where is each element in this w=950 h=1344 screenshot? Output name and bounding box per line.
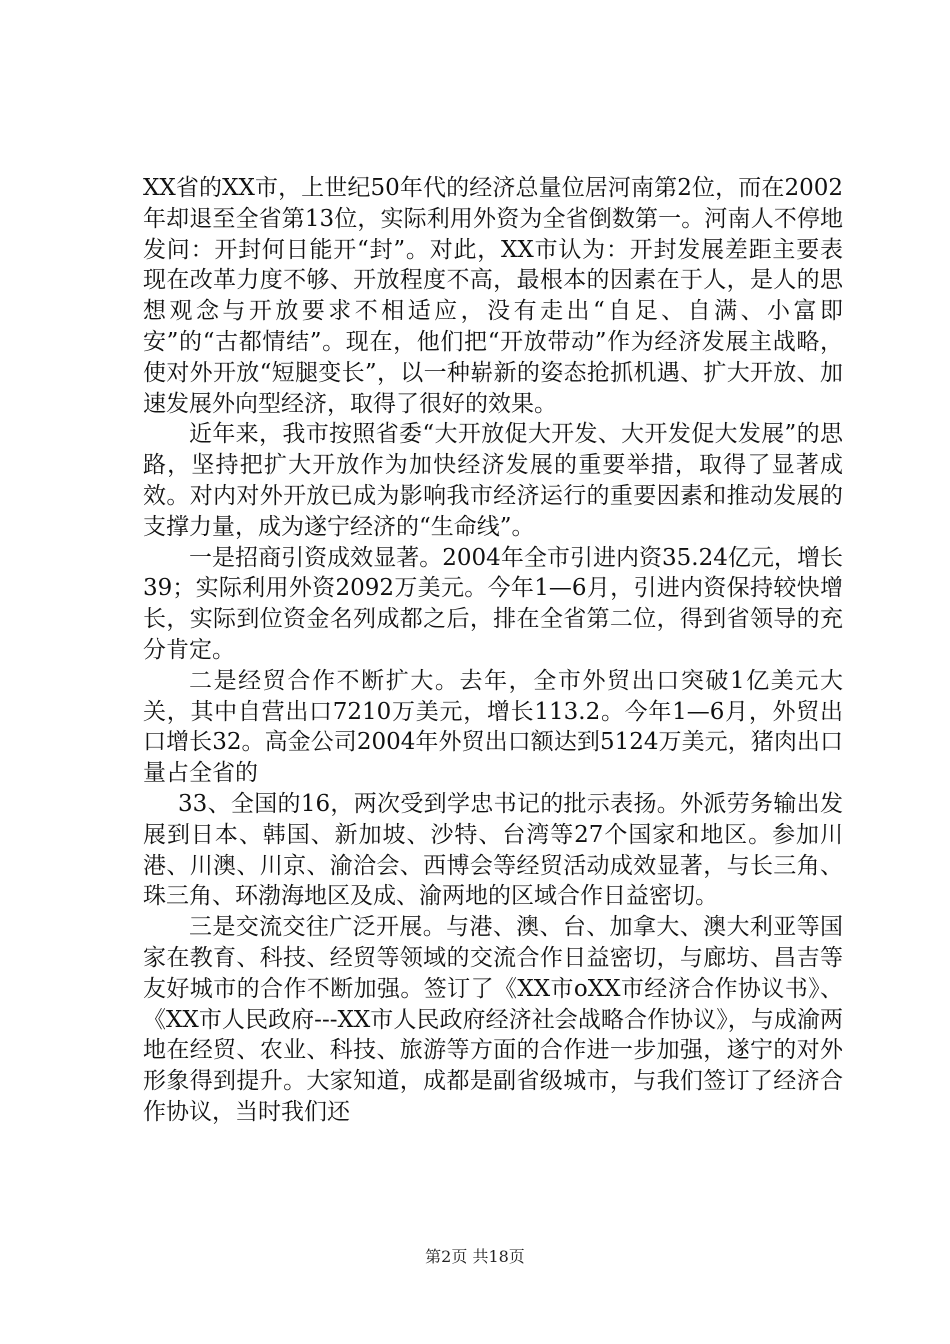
paragraph-kaifeng: XX省的XX市，上世纪50年代的经济总量位居河南第2位，而在2002年却退至全省第13位，实际利用外资为全省倒数第一。河南人不停地发问：开封何日能开“封”。对此，XX市认为：开封发展差距主要表现在改革力度不够、开放程度不高，最根本的因素在于人，是人的思想观念与开放要求不相适应，没有走出“自足、自满、小富即安”的“古都情结”。现在，他们把“开放带动”作为经济发展主战略，使对外开放“短腿变长”，以一种崭新的姿态抢抓机遇、扩大开放、加速发展外向型经济，取得了很好的效果。	[143, 175, 843, 417]
paragraph-investment: 一是招商引资成效显著。2004年全市引进内资35.24亿元，增长39；实际利用外资2092万美元。今年1—6月，引进内资保持较快增长，实际到位资金名列成都之后，排在全省第二位，得到省领导的充分肯定。	[143, 544, 843, 663]
paragraph-trade-continued: 33、全国的16，两次受到学忠书记的批示表扬。外派劳务输出发展到日本、韩国、新加坡、沙特、台湾等27个国家和地区。参加川港、川澳、川京、渝洽会、西博会等经贸活动成效显著，与长三角、珠三角、环渤海地区及成、渝两地的区域合作日益密切。	[143, 790, 843, 910]
page-number-footer: 第2页 共18页	[425, 1247, 525, 1266]
paragraph-exchange: 三是交流交往广泛开展。与港、澳、台、加拿大、澳大利亚等国家在教育、科技、经贸等领域的交流合作日益密切，与廊坊、昌吉等友好城市的合作不断加强。签订了《XX市oXX市经济合作协议书》、《XX市人民政府---XX市人民政府经济社会战略合作协议》，与成渝两地在经贸、农业、科技、旅游等方面的合作进一步加强，遂宁的对外形象得到提升。大家知道，成都是副省级城市，与我们签订了经济合作协议，当时我们还	[143, 914, 843, 1125]
paragraph-opening-up: 近年来，我市按照省委“大开放促大开发、大开发促大发展”的思路，坚持把扩大开放作为加快经济发展的重要举措，取得了显著成效。对内对外开放已成为影响我市经济运行的重要因素和推动发展的支撑力量，成为遂宁经济的“生命线”。	[143, 421, 843, 540]
document-body	[143, 173, 843, 1128]
paragraph-trade: 二是经贸合作不断扩大。去年，全市外贸出口突破1亿美元大关，其中自营出口7210万美元，增长113.2。今年1—6月，外贸出口增长32。高金公司2004年外贸出口额达到5124万美元，猪肉出口量占全省的	[143, 667, 843, 787]
